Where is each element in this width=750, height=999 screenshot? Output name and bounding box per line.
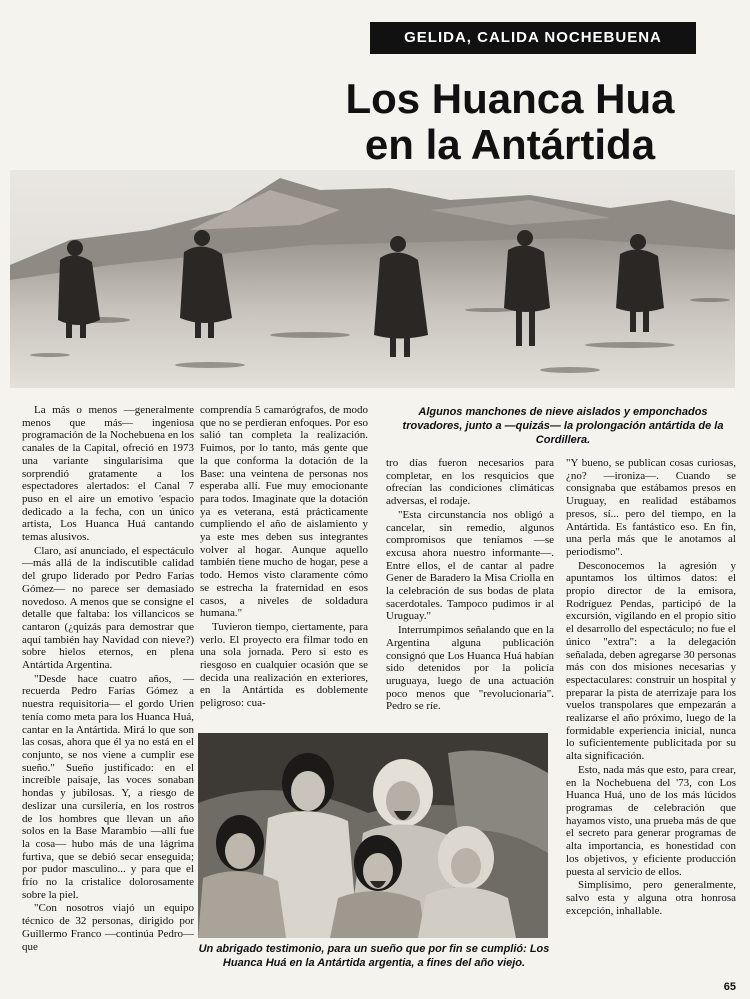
article-headline: [300, 76, 720, 168]
paragraph: Desconocemos la agresión y apuntamos los últimos datos: el propio director de la emisora, Rodríguez Pendas, participó de la excursión, vigilando en el propio sitio el desarrollo del espectáculo; no fue el único "extra": a la delegación señalada, deben agregarse 30 personas más con dos misiones necesarias y espectaculares: construir un hospital y preparar la pista de aterrizaje para los vuelos transpolares que empezarán a realizarse el año próximo, luego de la formidable experiencia inicial, nunca lo suficientemente publicitada por su alta significación.: [566, 559, 736, 763]
photo-antarctic-landscape: [10, 170, 735, 388]
paragraph: "Y bueno, se publican cosas curiosas, ¿no? —ironiza—. Cuando se consignaba que estábamos presos en Uruguay, en realidad estábamos presos, sí... pero del tiempo, en la Antártida. Es fantástico eso. En fin, una perla más que le anotamos al periodismo".: [566, 457, 736, 558]
paragraph: "Esta circunstancia nos obligó a cancelar, sin remedio, algunos compromisos que teníamos —se excusa ahora nuestro informante—. Entre ellos, el de cantar al padre Gener de Baradero la Misa Criolla en la celebración de sus bodas de plata sacerdotales. Tampoco pudimos ir al Uruguay.": [386, 508, 554, 623]
paragraph: Tuvieron tiempo, ciertamente, para verlo. El proyecto era filmar todo en una sola jornada. Pero si esto es riesgoso en cualquier ocasión que se decida una realización en exteriores, en la Antártida es doblemente peligroso: cua-: [200, 620, 368, 710]
paragraph: Esto, nada más que esto, para crear, en la Nochebuena del '73, con Los Huanca Huá, uno de los más lúcidos programas de celebración que hayamos visto, una prueba más de que el secreto para generar programas de alta importancia, es honestidad con los objetivos, y eficiente producción puesta al servicio de ellos.: [566, 763, 736, 878]
group-portrait-illustration: [198, 733, 548, 938]
paragraph: comprendía 5 camarógrafos, de modo que no se perdieran enfoques. Por eso salió tan completa la realización. Fuimos, por lo tanto, más gente que la que conforma la dotación de la Base: una veintena de personas nos esperaba allí. Fue muy emocionante para todos. Imaginate que la dotación ya es veterana, está prácticamente cumpliendo el año de aislamiento y ya este mes deben sus integrantes volver al hogar. Aunque aquello también tiene mucho de hogar, pese a todo. Hemos visto claramente cómo se estrecha la fraternidad en esos casos, a niveles de soldadura humana.": [200, 404, 368, 620]
article-column-3: [386, 457, 554, 714]
paragraph: Claro, así anunciado, el espectáculo —más allá de la indiscutible calidad del grupo liderado por Pedro Farías Gómez— no parece ser demasiado novedoso. A menos que se consigne el detalle que faltaba: los villancicos se cantaron (¿quizás para demostrar que aquí también hay Navidad con nieve?) sobre hielos eternos, en plena Antártida Argentina.: [22, 544, 194, 672]
paragraph: Simplísimo, pero generalmente, salvo esta y alguna otra honrosa excepción, inhallable.: [566, 879, 736, 917]
headline-line-1: Los Huanca Hua: [345, 75, 675, 122]
photo-group-portrait: [198, 733, 548, 938]
landscape-photo-illustration: [10, 170, 735, 388]
article-column-4: [566, 457, 736, 918]
photo-caption-bottom: Un abrigado testimonio, para un sueño que por fin se cumplió: Los Huanca Huá en la Antártida argentia, a fines del año viejo.: [198, 943, 550, 969]
section-kicker: GELIDA, CALIDA NOCHEBUENA: [370, 22, 696, 54]
paragraph: tro días fueron necesarios para completar, en los resquicios que ofrecían las condiciones climáticas adversas, el rodaje.: [386, 457, 554, 508]
paragraph: "Con nosotros viajó un equipo técnico de 32 personas, dirigido por Guillermo Franco —continúa Pedro— que: [22, 902, 194, 953]
headline-line-2: en la Antártida: [364, 121, 656, 168]
article-column-1: [22, 404, 194, 954]
article-column-2: [200, 404, 368, 711]
paragraph: "Desde hace cuatro años, —recuerda Pedro Farías Gómez a nuestra requisitoria— el gordo Urien tenía como meta para los Huanca Huá, cantar en la Antártida. Mirá lo que son las cosas, ahora que él ya no está en el conjunto, se nos viene a cumplir ese sueño." Sueño justificado: en el increíble paisaje, las voces sonaban hondas y jubilosas. Y, a riesgo de deslizar una cursilería, en los rostros de los hombres que llevan un año solos en la Base Marambio —allí fue la cosa— hubo más de una lágrima furtiva, que se debió secar enseguida; por pudor masculino... y para que el frío no la cristalice dolorosamente sobre la piel.: [22, 672, 194, 901]
paragraph: Interrumpimos señalando que en la Argentina alguna publicación consignó que Los Huanca Huá habían sido detenidos por la policía uruguaya, luego de una actuación poco menos que "revolucionaria". Pedro se ríe.: [386, 624, 554, 713]
photo-caption-top: Algunos manchones de nieve aislados y emponchados trovadores, junto a —quizás— la prolongación antártida de la Cordillera.: [402, 406, 724, 446]
page-number: 65: [723, 981, 736, 993]
paragraph: La más o menos —generalmente menos que más— ingeniosa programación de la Nochebuena en los canales de la Capital, ofreció en 1973 una variante singularísima que sorprendió gratamente a los espectadores alertados: el Canal 7 puso en el aire un emotivo 'espacio dedicado a la fecha, con un único artista, Los Huanca Huá cantando temas alusivos.: [22, 404, 194, 544]
